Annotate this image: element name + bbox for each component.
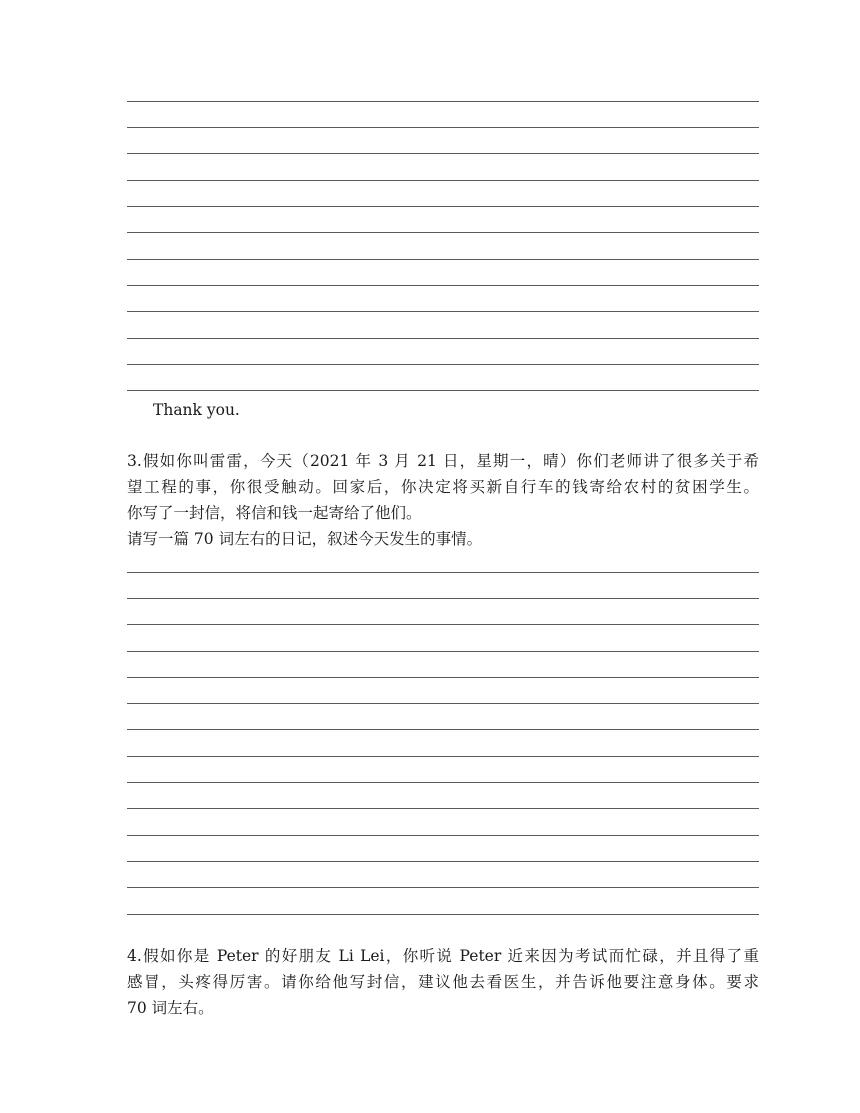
question-4-line-3: 70 词左右。	[127, 999, 214, 1017]
answer-line[interactable]	[127, 338, 759, 339]
answer-line[interactable]	[127, 206, 759, 207]
answer-line[interactable]	[127, 572, 759, 573]
answer-line[interactable]	[127, 259, 759, 260]
answer-line[interactable]	[127, 677, 759, 678]
answer-line[interactable]	[127, 285, 759, 286]
answer-line[interactable]	[127, 311, 759, 312]
answer-line[interactable]	[127, 914, 759, 915]
question-3-line-1: 3.假如你叫雷雷，今天（2021 年 3 月 21 日，星期一，晴）你们老师讲了很多关于希	[127, 452, 759, 470]
answer-line[interactable]	[127, 887, 759, 888]
answer-line[interactable]	[127, 364, 759, 365]
answer-line[interactable]	[127, 835, 759, 836]
answer-line[interactable]	[127, 598, 759, 599]
answer-line[interactable]	[127, 624, 759, 625]
answer-line[interactable]	[127, 861, 759, 862]
closing-text: Thank you.	[153, 401, 240, 419]
answer-line[interactable]	[127, 703, 759, 704]
answer-line[interactable]	[127, 651, 759, 652]
answer-line[interactable]	[127, 756, 759, 757]
answer-line[interactable]	[127, 782, 759, 783]
question-4-line-1: 4.假如你是 Peter 的好朋友 Li Lei，你听说 Peter 近来因为考试而忙碌，并且得了重	[127, 947, 759, 965]
question-4-line-2: 感冒，头疼得厉害。请你给他写封信，建议他去看医生，并告诉他要注意身体。要求	[127, 973, 759, 991]
question-3-line-3: 你写了一封信，将信和钱一起寄给了他们。	[127, 504, 422, 522]
answer-line[interactable]	[127, 808, 759, 809]
answer-line[interactable]	[127, 153, 759, 154]
answer-line[interactable]	[127, 390, 759, 391]
answer-line[interactable]	[127, 127, 759, 128]
question-3-line-4: 请写一篇 70 词左右的日记，叙述今天发生的事情。	[127, 530, 483, 548]
answer-line[interactable]	[127, 729, 759, 730]
answer-line[interactable]	[127, 232, 759, 233]
question-3-prompt	[127, 448, 759, 552]
answer-line[interactable]	[127, 101, 759, 102]
answer-line[interactable]	[127, 180, 759, 181]
question-3-line-2: 望工程的事，你很受触动。回家后，你决定将买新自行车的钱寄给农村的贫困学生。	[127, 478, 759, 496]
question-4-prompt	[127, 943, 759, 1021]
